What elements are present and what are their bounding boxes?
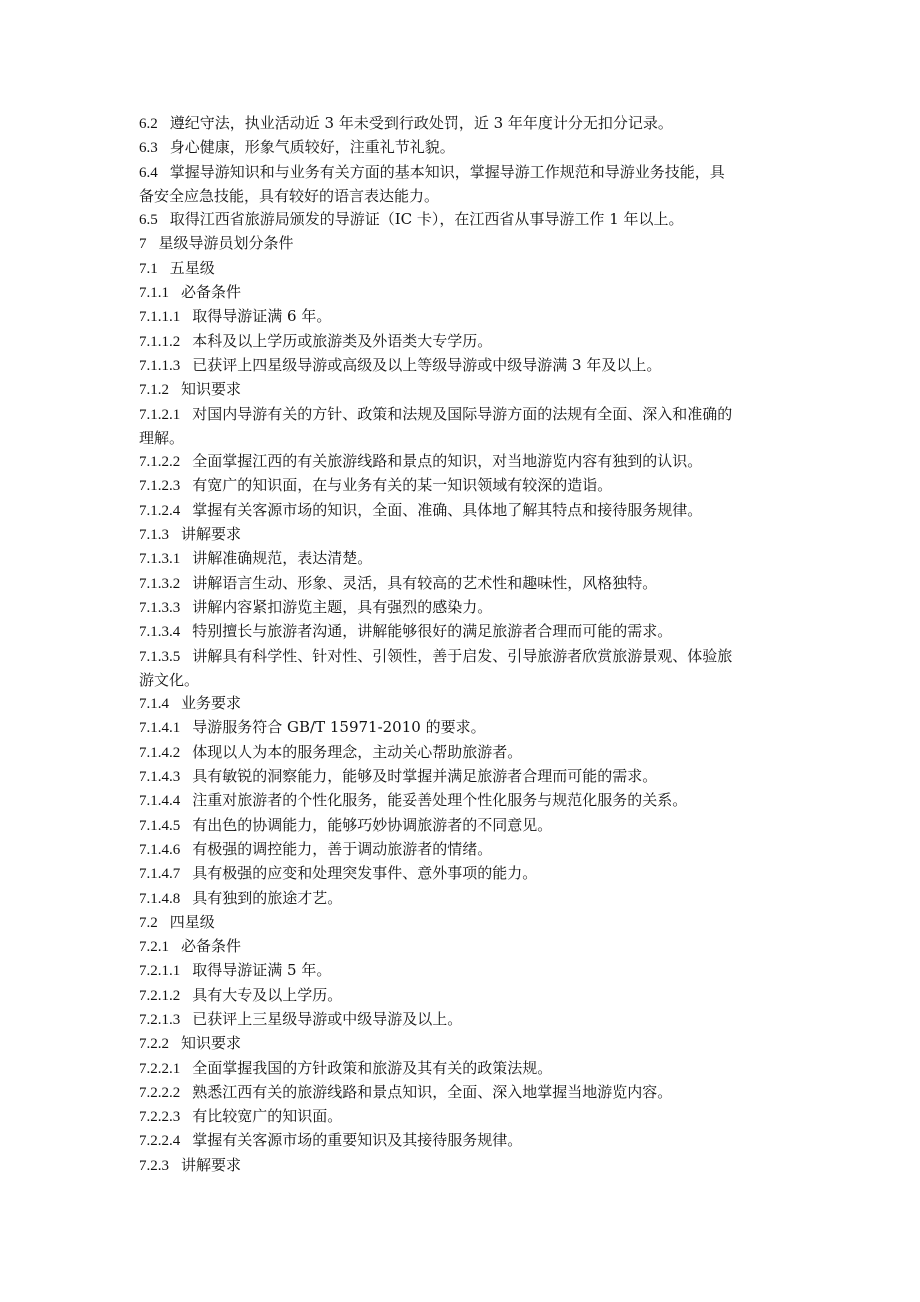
clause-text: 掌握导游知识和与业务有关方面的基本知识，掌握导游工作规范和导游业务技能，具	[169, 162, 725, 181]
clause-number: 6.2	[139, 116, 158, 132]
clause-line	[139, 208, 784, 232]
clause-number: 7.1.3	[139, 527, 169, 544]
clause-text: 熟悉江西有关的旅游线路和景点知识，全面、深入地掌握当地游览内容。	[192, 1082, 673, 1101]
clause-number: 6.4	[139, 164, 158, 181]
clause-line	[139, 789, 784, 813]
clause-text: 已获评上四星级导游或高级及以上等级导游或中级导游满 3 年及以上。	[192, 355, 662, 374]
clause-continuation: 备安全应急技能，具有较好的语言表达能力。	[139, 186, 440, 205]
clause-text: 有极强的调控能力，善于调动旅游者的情绪。	[192, 839, 493, 858]
clause-line	[139, 765, 784, 789]
clause-number: 7.2.3	[139, 1157, 169, 1174]
clause-continuation: 理解。	[139, 428, 185, 447]
clause-line	[139, 814, 784, 838]
clause-text: 掌握有关客源市场的知识，全面、准确、具体地了解其特点和接待服务规律。	[192, 500, 703, 519]
clause-text: 全面掌握我国的方针政策和旅游及其有关的政策法规。	[192, 1058, 553, 1077]
clause-line	[139, 645, 784, 669]
clause-text: 具有大专及以上学历。	[192, 985, 343, 1004]
clause-number: 7.1.4.8	[139, 890, 181, 907]
clause-number: 7.1.3.3	[139, 599, 181, 616]
clause-text: 取得导游证满 5 年。	[192, 961, 332, 980]
section-heading	[139, 232, 784, 256]
clause-text: 掌握有关客源市场的重要知识及其接待服务规律。	[192, 1131, 523, 1150]
clause-number: 7.1.4.4	[139, 793, 181, 810]
clause-number: 7.2.1	[139, 939, 169, 956]
clause-text: 特别擅长与旅游者沟通，讲解能够很好的满足旅游者合理而可能的需求。	[192, 622, 673, 641]
clause-line	[139, 572, 784, 596]
clause-line	[139, 161, 784, 185]
clause-continuation: 游文化。	[139, 670, 200, 689]
clause-text: 取得导游证满 6 年。	[192, 307, 332, 326]
clause-number: 7.1.4.7	[139, 866, 181, 883]
clause-number: 7.1.2.3	[139, 478, 181, 495]
clause-text: 知识要求	[181, 1034, 242, 1053]
clause-text: 对国内导游有关的方针、政策和法规及国际导游方面的法规有全面、深入和准确的	[192, 404, 733, 423]
clause-text: 具有独到的旅途才艺。	[192, 888, 343, 907]
clause-number: 7.1.4.1	[139, 720, 181, 737]
clause-text: 讲解语言生动、形象、灵活，具有较高的艺术性和趣味性，风格独特。	[192, 573, 658, 592]
clause-line	[139, 354, 784, 378]
clause-text: 已获评上三星级导游或中级导游及以上。	[192, 1009, 463, 1028]
clause-line	[139, 1008, 784, 1032]
clause-line	[139, 887, 784, 911]
clause-number: 7.1.1.2	[139, 333, 181, 350]
section-heading	[139, 911, 784, 935]
section-heading	[139, 523, 784, 547]
clause-number: 7.2.2.1	[139, 1060, 181, 1077]
section-heading	[139, 1032, 784, 1056]
clause-line	[139, 620, 784, 644]
clause-number: 7.1.4.3	[139, 769, 181, 786]
clause-number: 7.1.2	[139, 382, 169, 399]
section-heading	[139, 257, 784, 281]
clause-number: 6.5	[139, 212, 158, 229]
clause-number: 7.1.2.1	[139, 406, 181, 423]
clause-number: 7.1.4.5	[139, 817, 181, 834]
clause-line	[139, 1081, 784, 1105]
clause-number: 7.1.4.2	[139, 744, 181, 761]
clause-number: 7.1.1	[139, 285, 169, 302]
document-body	[139, 112, 784, 1178]
clause-number: 7.2.2.2	[139, 1084, 181, 1101]
clause-text: 取得江西省旅游局颁发的导游证（IC 卡），在江西省从事导游工作 1 年以上。	[169, 210, 684, 229]
clause-line	[139, 716, 784, 740]
clause-number: 7	[139, 236, 147, 253]
clause-number: 7.2.2.3	[139, 1109, 181, 1126]
clause-number: 7.1.4.6	[139, 841, 181, 858]
clause-text: 导游服务符合 GB/T 15971-2010 的要求。	[192, 718, 486, 737]
clause-text: 讲解要求	[181, 525, 242, 544]
clause-text: 具有极强的应变和处理突发事件、意外事项的能力。	[192, 864, 538, 883]
clause-text: 讲解准确规范，表达清楚。	[192, 549, 373, 568]
clause-text: 体现以人为本的服务理念，主动关心帮助旅游者。	[192, 742, 523, 761]
section-heading	[139, 281, 784, 305]
clause-number: 7.2.2.4	[139, 1133, 181, 1150]
clause-number: 7.2.1.3	[139, 1011, 181, 1028]
clause-text: 业务要求	[181, 694, 242, 713]
clause-number: 7.1.4	[139, 696, 169, 713]
clause-line	[139, 305, 784, 329]
clause-text: 本科及以上学历或旅游类及外语类大专学历。	[192, 331, 493, 350]
clause-text: 必备条件	[181, 937, 242, 956]
clause-number: 7.1.3.5	[139, 648, 181, 665]
clause-number: 7.2.1.1	[139, 963, 181, 980]
clause-line	[139, 984, 784, 1008]
clause-text: 四星级	[169, 912, 215, 931]
clause-number: 7.1.3.4	[139, 624, 181, 641]
clause-line	[139, 959, 784, 983]
clause-line	[139, 474, 784, 498]
clause-line	[139, 1129, 784, 1153]
clause-line	[139, 741, 784, 765]
clause-text: 注重对旅游者的个性化服务，能妥善处理个性化服务与规范化服务的关系。	[192, 791, 688, 810]
clause-text: 有出色的协调能力，能够巧妙协调旅游者的不同意见。	[192, 815, 553, 834]
section-heading	[139, 692, 784, 716]
clause-line	[139, 1105, 784, 1129]
clause-number: 6.3	[139, 140, 158, 157]
clause-line	[139, 112, 784, 136]
clause-number: 7.1.3.1	[139, 551, 181, 568]
clause-line	[139, 403, 784, 427]
clause-line	[139, 838, 784, 862]
clause-line	[139, 862, 784, 886]
clause-line	[139, 596, 784, 620]
clause-text: 知识要求	[181, 380, 242, 399]
clause-text: 全面掌握江西的有关旅游线路和景点的知识，对当地游览内容有独到的认识。	[192, 452, 703, 471]
clause-number: 7.1.2.4	[139, 502, 181, 519]
clause-text: 讲解具有科学性、针对性、引领性，善于启发、引导旅游者欣赏旅游景观、体验旅	[192, 646, 733, 665]
clause-line	[139, 499, 784, 523]
clause-text: 必备条件	[181, 283, 242, 302]
clause-number: 7.1	[139, 260, 158, 277]
clause-line	[139, 450, 784, 474]
clause-number: 7.1.1.1	[139, 309, 181, 326]
clause-text: 有宽广的知识面，在与业务有关的某一知识领域有较深的造诣。	[192, 476, 613, 495]
clause-text: 讲解要求	[181, 1155, 242, 1174]
clause-text: 星级导游员划分条件	[158, 234, 294, 253]
clause-text: 五星级	[169, 258, 215, 277]
clause-number: 7.2	[139, 914, 158, 931]
section-heading	[139, 1154, 784, 1178]
clause-number: 7.1.3.2	[139, 575, 181, 592]
section-heading	[139, 935, 784, 959]
clause-line	[139, 136, 784, 160]
clause-text: 具有敏锐的洞察能力，能够及时掌握并满足旅游者合理而可能的需求。	[192, 767, 658, 786]
clause-number: 7.1.2.2	[139, 454, 181, 471]
clause-number: 7.1.1.3	[139, 357, 181, 374]
clause-line	[139, 547, 784, 571]
clause-text: 讲解内容紧扣游览主题，具有强烈的感染力。	[192, 597, 493, 616]
clause-text: 有比较宽广的知识面。	[192, 1107, 343, 1126]
clause-text: 身心健康，形象气质较好，注重礼节礼貌。	[169, 138, 455, 157]
clause-number: 7.2.2	[139, 1036, 169, 1053]
section-heading	[139, 378, 784, 402]
clause-text: 遵纪守法，执业活动近 3 年未受到行政处罚，近 3 年年度计分无扣分记录。	[169, 114, 673, 132]
clause-line	[139, 330, 784, 354]
clause-number: 7.2.1.2	[139, 987, 181, 1004]
clause-line	[139, 1057, 784, 1081]
